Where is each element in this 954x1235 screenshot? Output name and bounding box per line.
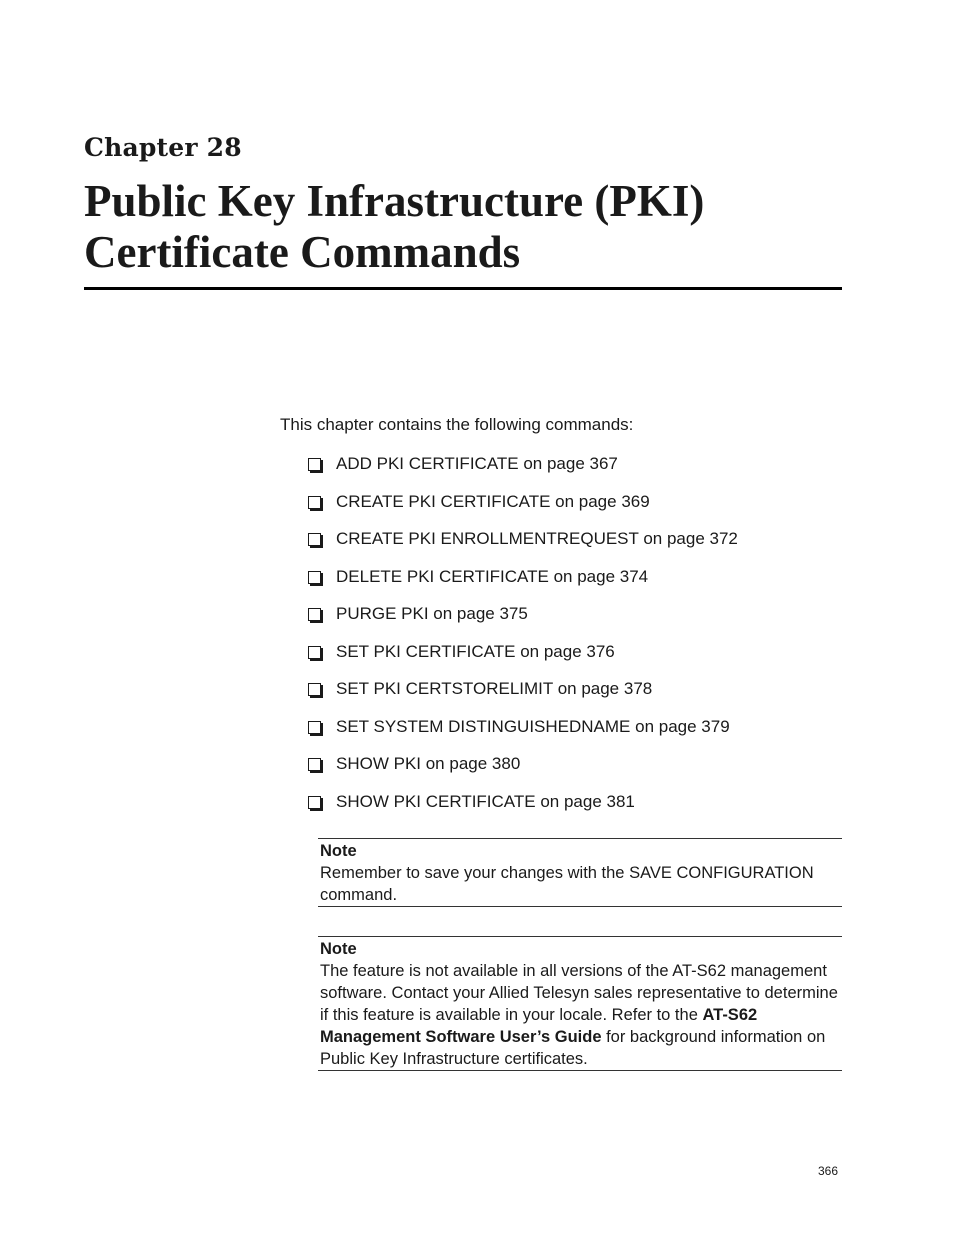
command-link[interactable]: SET SYSTEM DISTINGUISHEDNAME on page 379	[336, 716, 730, 736]
command-link[interactable]: SET PKI CERTIFICATE on page 376	[336, 641, 615, 661]
command-link[interactable]: PURGE PKI on page 375	[336, 604, 528, 623]
command-link[interactable]: SHOW PKI CERTIFICATE on page 381	[336, 791, 635, 811]
checkbox-bullet-icon	[308, 608, 321, 621]
note-text	[320, 960, 840, 1070]
chapter-title-line-1: Public Key Infrastructure (PKI)	[84, 176, 705, 226]
chapter-label: Chapter 28	[84, 133, 242, 162]
chapter-title-line-2: Certificate Commands	[84, 227, 521, 277]
note-text: Remember to save your changes with the SAVE CONFIGURATION command.	[320, 864, 814, 904]
guide-title: AT-S62 Management Software User’s Guide	[320, 1006, 758, 1046]
list-item	[308, 452, 738, 490]
list-item	[308, 715, 738, 753]
checkbox-bullet-icon	[308, 571, 321, 584]
intro-text: This chapter contains the following commands:	[280, 415, 634, 434]
checkbox-bullet-icon	[308, 646, 321, 659]
command-link[interactable]: SHOW PKI on page 380	[336, 754, 521, 773]
title-rule	[84, 287, 842, 290]
note-text-after: for background information on Public Key Infrastructure certificates.	[320, 1028, 826, 1068]
command-link[interactable]: SET PKI CERTSTORELIMIT on page 378	[336, 679, 653, 698]
list-item	[308, 790, 738, 828]
command-link[interactable]: CREATE PKI CERTIFICATE on page 369	[336, 491, 650, 511]
list-item	[308, 490, 738, 528]
checkbox-bullet-icon	[308, 458, 321, 471]
list-item	[308, 752, 738, 790]
checkbox-bullet-icon	[308, 683, 321, 696]
note-heading: Note	[320, 842, 357, 860]
list-item	[308, 565, 738, 603]
checkbox-bullet-icon	[308, 796, 321, 809]
checkbox-bullet-icon	[308, 496, 321, 509]
command-list	[308, 452, 738, 827]
note-text-before: The feature is not available in all versions of the AT-S62 management software. Contact your Allied Telesyn sales representative to determine if this feature is available in your locale. Refer to the	[320, 962, 838, 1024]
list-item	[308, 640, 738, 678]
checkbox-bullet-icon	[308, 533, 321, 546]
note-feature-availability	[318, 936, 842, 1071]
command-link[interactable]: ADD PKI CERTIFICATE on page 367	[336, 454, 618, 473]
note-heading: Note	[320, 940, 357, 958]
checkbox-bullet-icon	[308, 758, 321, 771]
command-link[interactable]: CREATE PKI ENROLLMENTREQUEST on page 372	[336, 529, 738, 548]
note-save-configuration	[318, 838, 842, 907]
list-item	[308, 602, 738, 640]
list-item	[308, 527, 738, 565]
command-link[interactable]: DELETE PKI CERTIFICATE on page 374	[336, 566, 649, 586]
page-number: 366	[818, 1164, 839, 1178]
chapter-title	[84, 176, 844, 278]
checkbox-bullet-icon	[308, 721, 321, 734]
list-item	[308, 677, 738, 715]
